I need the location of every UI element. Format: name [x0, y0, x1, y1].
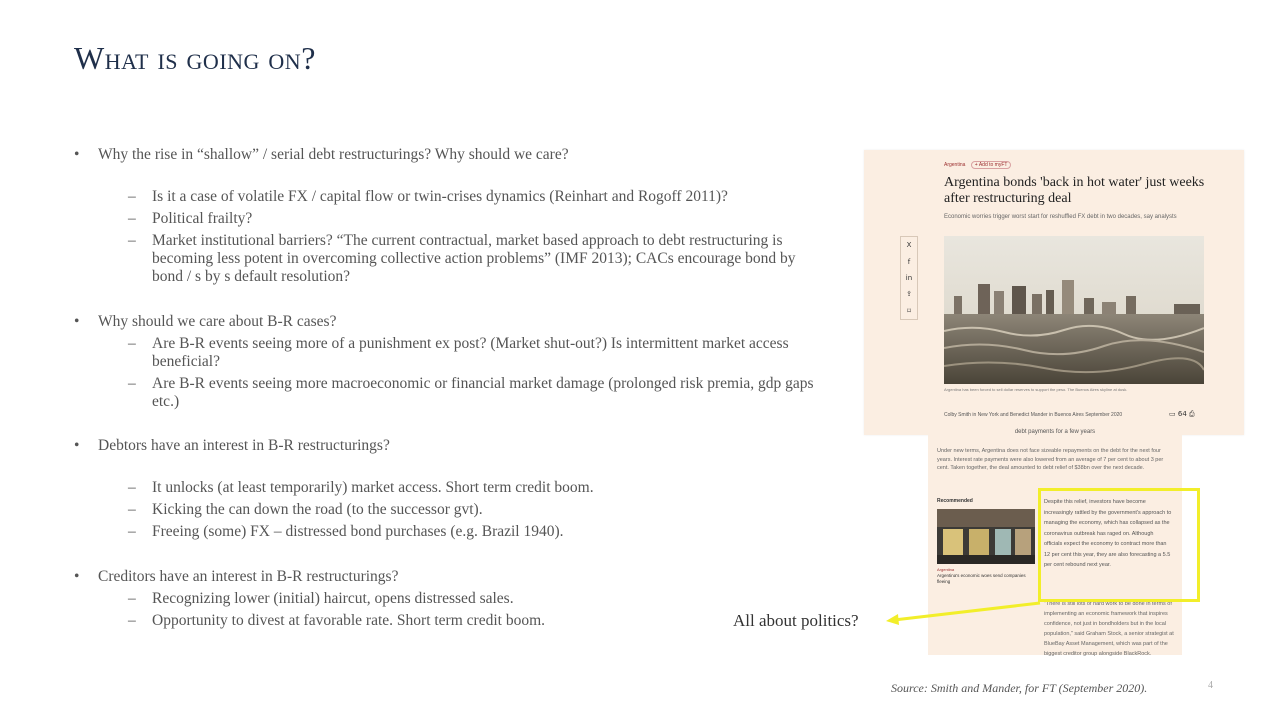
sub-bullet-item: – Are B-R events seeing more macroeconomic or financial market damage (prolonged risk premia, gdp gaps etc.) [128, 375, 814, 411]
comment-count: 64 [1177, 410, 1187, 418]
skyline-image [944, 236, 1204, 384]
sub-bullet-item: – Freeing (some) FX – distressed bond purchases (e.g. Brazil 1940). [128, 523, 814, 541]
article-byline: Colby Smith in New York and Benedict Mander in Buenos Aires September 2020 [944, 412, 1123, 418]
photo-caption: Argentina has been forced to sell dollar reserves to support the peso. The Buenos Aires skyline at dusk. [944, 387, 1128, 392]
linkedin-icon[interactable]: in [905, 273, 913, 282]
share-bar [900, 236, 918, 320]
recommended-caption[interactable]: Argentina's economic woes send companies fleeing [937, 573, 1026, 584]
sub-bullet-item: – Recognizing lower (initial) haircut, opens distressed sales. [128, 590, 814, 608]
recommended-tag: Argentina [937, 567, 955, 572]
bullet-text: Why should we care about B-R cases? [98, 313, 337, 330]
article-standfirst: Economic worries trigger worst start for reshuffled FX debt in two decades, say analysts [944, 214, 1177, 220]
sub-bullet-item: – Are B-R events seeing more of a punishment ex post? (Market shut-out?) Is intermittent market access beneficial? [128, 335, 814, 371]
sub-bullet-list [98, 188, 814, 286]
body-heading: debt payments for a few years [1014, 429, 1096, 435]
recommended-label: Recommended [937, 498, 973, 504]
twitter-icon[interactable]: X [906, 241, 912, 250]
sub-bullet-item: – Is it a case of volatile FX / capital flow or twin-crises dynamics (Reinhart and Rogoff 2011)? [128, 188, 814, 206]
recommended-thumbnail[interactable] [937, 509, 1035, 564]
article-tag-row [944, 162, 1011, 168]
sub-bullet-item: – Kicking the can down the road (to the successor gvt). [128, 501, 814, 519]
sub-bullet-list [98, 479, 814, 541]
bullet-text: Why the rise in “shallow” / serial debt restructurings? Why should we care? [98, 146, 569, 163]
article-tag: Argentina [944, 162, 966, 168]
body-paragraph: Under new terms, Argentina does not face sizeable repayments on the debt for the next four years. Interest rate payments were also lowered from an average of 7 per cent to about 3 per cent. Taken together, the deal amounted to debt relief of $38bn over the next decade. [937, 448, 1164, 471]
comment-icon[interactable]: ▭ [1169, 410, 1176, 418]
sub-bullet-list [98, 335, 814, 411]
storefront-image [937, 509, 1035, 564]
facebook-icon[interactable]: f [907, 257, 911, 266]
add-to-myft-button[interactable]: + Add to myFT [971, 161, 1012, 169]
bullet-item [74, 146, 814, 286]
article-screenshot [864, 150, 1244, 435]
bullet-item [74, 313, 814, 411]
bullet-item [74, 437, 814, 541]
callout-text: All about politics? [733, 611, 859, 630]
quote-paragraph: "There is still lots of hard work to be done in terms of implementing an economic framework that inspires confidence, not just in bondholders but in the local population," said Graham Stock, a senior strategist at BlueBay Asset Management, which was part of the biggest creditor group alongside BlackRock. [1044, 601, 1174, 657]
slide-title: What is going on? [74, 40, 316, 76]
sub-bullet-item: – Political frailty? [128, 210, 814, 228]
sub-bullet-list [98, 590, 814, 630]
callout-arrow [880, 600, 1050, 630]
article-tools [1169, 410, 1195, 419]
share-icon[interactable]: ⇪ [906, 290, 912, 299]
slide-number: 4 [1208, 680, 1213, 691]
print-icon[interactable]: ⎙ [1189, 410, 1195, 418]
highlight-box [1038, 488, 1200, 602]
bullet-text: Creditors have an interest in B-R restructurings? [98, 568, 399, 585]
sub-bullet-item: – Market institutional barriers? “The current contractual, market based approach to debt restructuring is becoming less potent in overcoming collective action problems” (IMF 2013); CACs encourage bond by bond / s by s default resolution? [128, 232, 814, 286]
source-note: Source: Smith and Mander, for FT (September 2020). [891, 681, 1148, 695]
bullet-list [74, 146, 814, 630]
highlighted-paragraph: Despite this relief, investors have become increasingly rattled by the government's approach to managing the economy, which has collapsed as the coronavirus outbreak has raged on. Although officials expect the economy to contract more than 12 per cent this year, they are also forecasting a 5.5 per cent rebound next year. [1044, 499, 1172, 568]
bullet-item [74, 568, 814, 630]
sub-bullet-item: – Opportunity to divest at favorable rate. Short term credit boom. [128, 612, 814, 630]
sub-bullet-item: – It unlocks (at least temporarily) market access. Short term credit boom. [128, 479, 814, 497]
bullet-text: Debtors have an interest in B-R restructurings? [98, 437, 390, 454]
article-headline: Argentina bonds 'back in hot water' just weeks after restructuring deal [944, 175, 1205, 206]
article-photo [944, 236, 1204, 384]
save-icon[interactable]: ⌑ [907, 306, 911, 315]
